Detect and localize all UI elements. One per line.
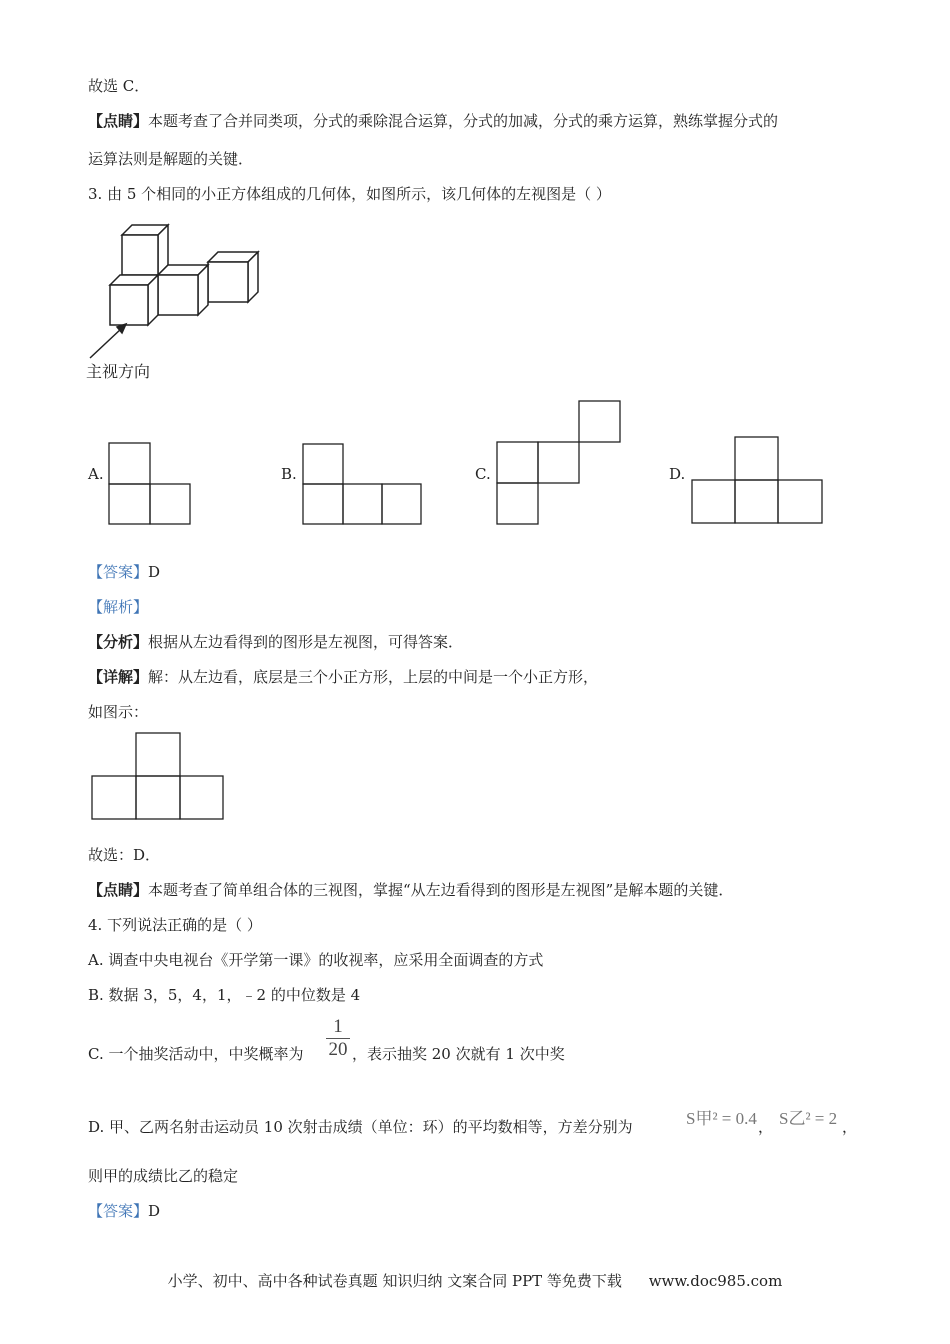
dianjing-2-tag: 【点睛】 [88,881,149,899]
q4-option-b: B. 数据 3，5，4，1，﹣2 的中位数是 4 [88,986,361,1004]
answer-tag: 【答案】 [88,563,149,581]
q4-option-a: A. 调查中央电视台《开学第一课》的收视率，应采用全面调查的方式 [88,951,544,969]
rutushi-line: 如图示： [88,703,149,721]
variance-jia: S甲² = 0.4 [686,1109,757,1128]
option-b-figure [302,443,424,527]
dianjing-tag: 【点睛】 [88,112,149,130]
line-dianjing-1 [88,111,778,131]
fenxi-tag: 【分析】 [88,633,149,651]
fenxi-text: 根据从左边看得到的图形是左视图，可得答案． [148,633,464,651]
answer-line [88,562,160,582]
page-footer [0,1270,950,1291]
option-c-label: C. [475,465,491,483]
answer-2-value: D [148,1202,161,1220]
dianjing-text: 本题考查了合并同类项，分式的乘除混合运算，分式的加减，分式的乘方运算，熟练掌握分式的 [148,112,779,130]
q4-option-d-pre: D. 甲、乙两名射击运动员 10 次射击成绩（单位：环）的平均数相等，方差分别为 [88,1118,633,1136]
dianjing-2-text: 本题考查了简单组合体的三视图，掌握“从左边看得到的图形是左视图”是解本题的关键． [148,881,734,899]
xiangjie-tag: 【详解】 [88,668,149,686]
xiangjie-text: 解：从左边看，底层是三个小正方形，上层的中间是一个小正方形， [148,668,599,686]
fraction-numerator: 1 [333,1016,343,1037]
fraction-denominator: 20 [326,1038,350,1061]
guxuan-d-line: 故选：D． [88,846,161,864]
figure-caption: 主视方向 [86,362,151,381]
fenxi-line [88,632,463,652]
q4-option-c-pre: C. 一个抽奖活动中，中奖概率为 [88,1045,304,1063]
fraction-1-20 [326,1016,350,1061]
variance-yi: S乙² = 2 [779,1109,838,1128]
footer-text: 小学、初中、高中各种试卷真题 知识归纳 文案合同 PPT 等免费下载 [167,1272,622,1290]
option-c-figure [496,400,622,526]
q4-option-d-sep: ， [758,1118,774,1136]
option-d-label: D. [669,465,686,483]
xiangjie-line [88,667,598,687]
answer-2-tag: 【答案】 [88,1202,149,1220]
footer-url[interactable]: www.doc985.com [648,1272,783,1290]
line-guxuan-c: 故选 C． [88,77,150,95]
jiexi-tag: 【解析】 [88,598,149,616]
q4-option-c-post: ，表示抽奖 20 次就有 1 次中奖 [352,1045,565,1063]
cube-figure [86,220,276,360]
question-3: 3. 由 5 个相同的小正方体组成的几何体，如图所示，该几何体的左视图是（ ） [88,185,611,203]
q4-option-d-cont: 则甲的成绩比乙的稳定 [88,1167,239,1185]
option-b-label: B. [281,465,297,483]
q4-option-d-end: ， [842,1118,858,1136]
option-a-label: A. [88,465,104,483]
solution-figure [91,732,225,822]
arrow-icon [90,324,126,358]
line-dianjing-cont: 运算法则是解题的关键． [88,150,254,168]
question-4: 4. 下列说法正确的是（ ） [88,916,262,934]
option-a-figure [108,442,192,526]
answer-value: D [148,563,161,581]
answer-2-line [88,1201,160,1221]
dianjing-2-line [88,880,733,900]
option-d-figure [691,436,825,526]
